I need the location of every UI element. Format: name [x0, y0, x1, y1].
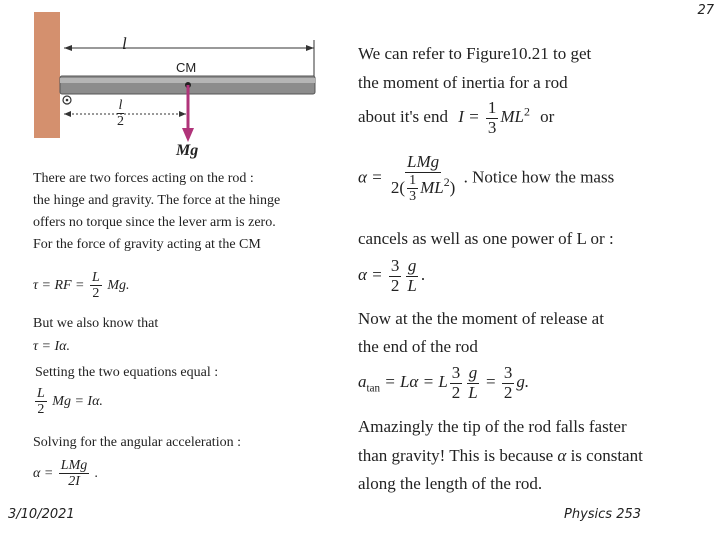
- equal-equation: $\frac{L}{2}$ Mg = Iα.: [37, 386, 103, 418]
- wall: [34, 12, 60, 138]
- right-line-1: We can refer to Figure10.21 to get: [358, 44, 592, 63]
- half-length-label: $\frac{l}{2}$: [117, 98, 124, 130]
- left-paragraph-1: There are two forces acting on the rod : the hinge and gravity. The force at the hinge offers no torque since the lever arm is zero. For the force of gravity acting at the CM: [33, 171, 281, 252]
- left-paragraph-2: But we also know that: [33, 316, 159, 331]
- length-label: l: [122, 34, 127, 53]
- alpha-result-equation: α = $\frac{3}{2}$ $\frac{g}{L}$ .: [358, 256, 426, 295]
- torque-inertia-equation: τ = Iα.: [33, 339, 70, 354]
- length-arrow-right: [306, 45, 314, 51]
- weight-label: Mg: [176, 142, 199, 159]
- amazingly-line-2: than gravity! This is because α is constant: [358, 446, 643, 465]
- now-line-1: Now at the the moment of release at: [358, 309, 604, 328]
- hinge-center: [66, 99, 69, 102]
- amazingly-line-1: Amazingly the tip of the rod falls faster: [358, 417, 627, 436]
- length-arrow-left: [64, 45, 72, 51]
- tangential-acceleration-equation: $a_{tan} = L\alpha = L$ $\frac{3}{2}$ $\frac{g}{L}$ = $\frac{3}{2}$ g.: [358, 363, 530, 402]
- right-line-2: the moment of inertia for a rod: [358, 73, 568, 92]
- left-paragraph-4: Solving for the angular acceleration :: [33, 435, 241, 450]
- footer-course: Physics 253: [564, 507, 642, 522]
- alpha-equation-left: α = $\frac{\text{LMg}}{2I}$ .: [33, 458, 99, 490]
- left-paragraph-3: Setting the two equations equal :: [35, 365, 219, 380]
- torque-equation: τ = RF = $\frac{L}{2}$ Mg.: [33, 270, 130, 302]
- half-arrow-left: [64, 111, 71, 117]
- now-line-2: the end of the rod: [358, 337, 478, 356]
- cm-label: CM: [176, 60, 197, 75]
- weight-arrow-head: [182, 128, 194, 142]
- amazingly-line-3: along the length of the rod.: [358, 474, 543, 493]
- half-arrow-right: [179, 111, 186, 117]
- inertia-line: about it's end I = $\frac{1}{3}$ $ML^2$ or: [358, 98, 555, 137]
- page-number: 27: [697, 3, 714, 18]
- footer-date: 3/10/2021: [8, 507, 75, 522]
- alpha-substitution-equation: α = LMg 2( $\frac{1}{3}$ $ML^2$) . Notice how the mass: [358, 152, 615, 205]
- cancels-line: cancels as well as one power of L or :: [358, 229, 614, 248]
